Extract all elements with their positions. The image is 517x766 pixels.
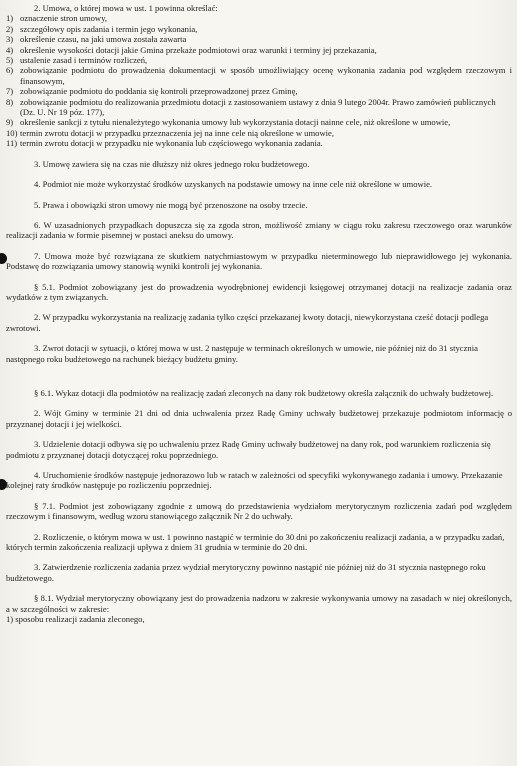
list-item <box>6 24 512 34</box>
section-6-3: 3. Udzielenie dotacji odbywa się po uchwaleniu przez Radę Gminy uchwały budżetowej na dany rok, pod warunkiem rozliczenia się podmiotu z przyznanej dotacji dotyczącej roku poprzedniego. <box>6 439 491 460</box>
section-6-2: 2. Wójt Gminy w terminie 21 dni od dnia uchwalenia przez Radę Gminy uchwały budżetowej przekazuje podmiotom informację o przyznanej dotacji i jej wielkości. <box>6 408 512 429</box>
item-number: 3) <box>6 34 14 45</box>
section-7-3: 3. Zatwierdzenie rozliczenia zadania przez wydział merytoryczny powinno nastąpić nie później niż do 31 stycznia następnego roku budżetowego. <box>6 562 486 583</box>
item-text: zobowiązanie podmiotu do realizowania przedmiotu dotacji z zastosowaniem ustawy z dnia 9 lutego 2004r. Prawo zamówień publicznych (Dz. U. Nr 19 póz. 177), <box>20 96 496 118</box>
list-item <box>6 55 512 65</box>
item-number: 9) <box>6 117 14 128</box>
item-number: 6) <box>6 65 14 76</box>
paragraph-6: 6. W uzasadnionych przypadkach dopuszcza się za zgoda stron, możliwość zmiany w ciągu roku zakresu rzeczowego oraz warunków realizacji zadania w formie pisemnej w postaci aneksu do umowy. <box>6 219 512 241</box>
list-item <box>6 86 512 96</box>
list-item <box>6 97 512 118</box>
item-number: 5) <box>6 55 14 66</box>
item-text: ustalenie zasad i terminów rozliczeń, <box>20 55 148 66</box>
item-text: oznaczenie stron umowy, <box>20 13 108 24</box>
item-text: określenie sankcji z tytułu nienależytego wykonania umowy lub wykorzystania dotacji nainne cele, niż określone w umowie, <box>20 117 451 128</box>
list-item <box>6 13 512 23</box>
list-item <box>6 65 512 86</box>
item-number: 7) <box>6 86 14 97</box>
item-number: 4) <box>6 44 14 55</box>
item-number: 10) <box>6 127 18 138</box>
section-5-1: § 5.1. Podmiot zobowiązany jest do prowadzenia wyodrębnionej ewidencji księgowej otrzymanej dotacji na realizacje zadania oraz wydatków z tym związanych. <box>6 281 512 302</box>
list-item <box>6 128 512 138</box>
section-2-intro: 2. Umowa, o której mowa w ust. 1 powinna określać: <box>34 3 218 13</box>
paragraph-5: 5. Prawa i obowiązki stron umowy nie mogą być przenoszone na osoby trzecie. <box>34 199 308 210</box>
section-5-3: 3. Zwrot dotacji w sytuacji, o której mowa w ust. 2 następuje w terminach określonych w umowie, nie później niż do 31 stycznia następnego roku budżetowego na rachunek bieżący budżetu gminy. <box>6 343 478 364</box>
item-text: szczegółowy opis zadania i termin jego wykonania, <box>20 23 198 34</box>
item-number: 2) <box>6 23 14 34</box>
section-5-2: 2. W przypadku wykorzystania na realizację zadania tylko części przekazanej kwoty dotacji, niewykorzystana cześć dotacji podlega zwrotowi. <box>6 312 489 333</box>
section-8-1: § 8.1. Wydział merytoryczny obowiązany jest do prowadzenia nadzoru w zakresie wykonywania umowy na zasadach w niej określonych, a w szczególności w zakresie: <box>6 593 512 614</box>
item-number: 1) <box>6 13 14 24</box>
item-text: określenie wysokości dotacji jakie Gmina przekaże podmiotowi oraz warunki i terminy jej przekazania, <box>20 44 377 55</box>
item-number: 8) <box>6 96 14 107</box>
section-7-1: § 7.1. Podmiot jest zobowiązany zgodnie z umową do przedstawienia wydziałom merytorycznym rozliczenia zadań pod względem rzeczowym i finansowym, według wzoru stanowiącego załącznik Nr 2 do uchwały. <box>6 500 512 522</box>
item-text: termin zwrotu dotacji w przypadku nie wykonania lub częściowego wykonania zadania. <box>20 138 323 149</box>
section-6-1: § 6.1. Wykaz dotacji dla podmiotów na realizację zadań zleconych na dany rok budżetowy określa załącznik do uchwały budżetowej. <box>34 387 494 398</box>
item-text: zobowiązanie podmiotu do poddania się kontroli przeprowadzonej przez Gminę, <box>20 86 298 97</box>
contract-requirements-list <box>6 13 512 148</box>
list-item <box>6 117 512 127</box>
document-body <box>6 3 512 624</box>
paragraph-3: 3. Umowę zawiera się na czas nie dłuższy niż okres jednego roku budżetowego. <box>34 158 310 169</box>
section-8-item-1: 1) sposobu realizacji zadania zleconego, <box>6 614 145 625</box>
paragraph-4: 4. Podmiot nie może wykorzystać środków uzyskanych na podstawie umowy na inne cele niż określone w umowie. <box>34 179 433 190</box>
paragraph-7: 7. Umowa może być rozwiązana ze skutkiem natychmiastowym w przypadku nieterminowego lub nieprawidłowego jej wykonania. Podstawę do rozwiązania umowy stanowią wyniki kontroli jej wykonania. <box>6 250 512 272</box>
list-item <box>6 34 512 44</box>
item-text: zobowiązanie podmiotu do prowadzenia dokumentacji w sposób umożliwiający ocenę wykonania zadania pod względem rzeczowym i finansowym, <box>20 65 512 86</box>
item-text: termin zwrotu dotacji w przypadku przeznaczenia jej na inne cele nią określone w umowie, <box>20 127 335 138</box>
section-6-4: 4. Uruchomienie środków następuje jednorazowo lub w ratach w zależności od specyfiki wykonywanego zadania i umowy. Przekazanie kolejnej raty środków następuje po rozliczeniu poprzedniej. <box>6 470 503 491</box>
item-number: 11) <box>6 138 18 149</box>
section-7-2: 2. Rozliczenie, o którym mowa w ust. 1 powinno nastąpić w terminie do 30 dni po zakończeniu realizacji zadania, a w przypadku zadań, których termin zakończenia realizacji upływa z dniem 31 grudnia w terminie do 20 dni. <box>6 531 505 553</box>
list-item <box>6 45 512 55</box>
list-item <box>6 138 512 148</box>
item-text: określenie czasu, na jaki umowa została zawarta <box>20 34 187 45</box>
